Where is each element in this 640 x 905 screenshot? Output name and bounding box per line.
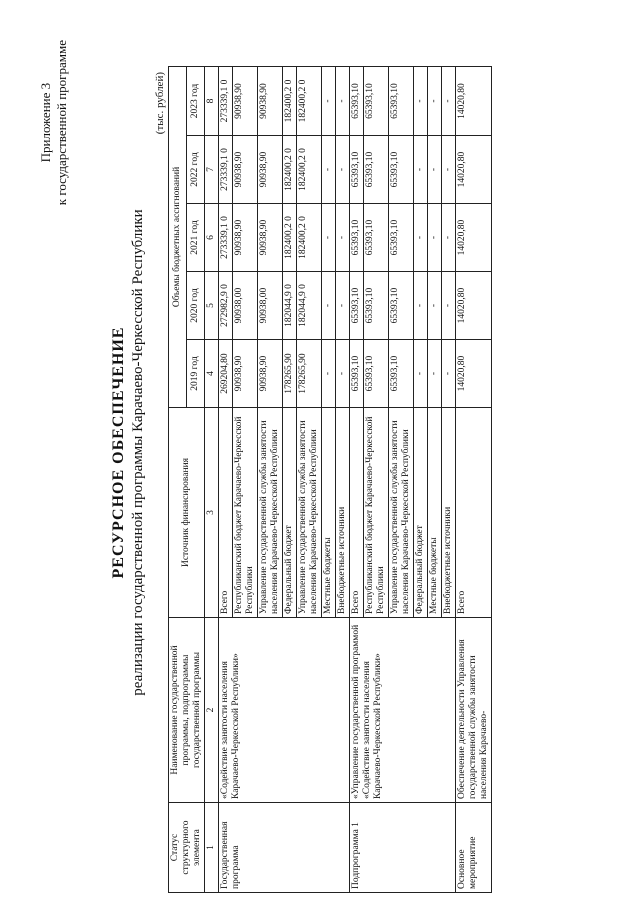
header-source: Источник финансирования	[169, 408, 205, 618]
row-value-cell: 14020,80	[456, 340, 492, 408]
row-value-cell: -	[428, 204, 442, 272]
row-value-cell: 90938,90	[233, 67, 258, 136]
row-value-cell: 65393,10	[364, 204, 389, 272]
column-index: 7	[205, 136, 219, 204]
row-funding-source: Федеральный бюджет	[283, 408, 297, 618]
row-value-cell: -	[428, 272, 442, 340]
row-value-cell: -	[428, 136, 442, 204]
row-funding-source: Внебюджетные источники	[442, 408, 456, 618]
appendix-line-2: к государственной программе	[54, 40, 69, 206]
appendix-note	[38, 40, 70, 205]
row-value-cell: -	[336, 136, 350, 204]
row-value-cell: 182400,2 0	[297, 136, 322, 204]
row-value-cell: -	[414, 272, 428, 340]
row-value-cell: 90938,00	[258, 272, 283, 340]
row-value-cell: 65393,10	[350, 67, 364, 136]
row-funding-source: Всего	[456, 408, 492, 618]
row-value-cell: -	[414, 136, 428, 204]
row-value-cell: 273339,1 0	[219, 136, 233, 204]
row-value-cell: 14020,80	[456, 67, 492, 136]
row-value-cell: 65393,10	[389, 136, 414, 204]
row-funding-source: Республиканский бюджет Карачаево-Черкесской Республики	[364, 408, 389, 618]
row-status: Основное мероприятие	[456, 803, 492, 893]
row-value-cell: -	[322, 136, 336, 204]
table-row	[350, 67, 364, 893]
row-funding-source: Местные бюджеты	[322, 408, 336, 618]
document-subtitle: реализации государственной программы Карачаево-Черкесской Республики	[130, 209, 146, 696]
row-value-cell: 65393,10	[364, 67, 389, 136]
row-value-cell: 65393,10	[364, 272, 389, 340]
row-program-name: «Содействие занятости населения Карачаево-Черкесской Республики»	[219, 618, 350, 803]
row-value-cell: 90938,90	[233, 204, 258, 272]
row-value-cell: 269204,80	[219, 340, 233, 408]
row-value-cell: 90938,90	[258, 136, 283, 204]
row-status: Подпрограмма 1	[350, 803, 456, 893]
row-funding-source: Республиканский бюджет Карачаево-Черкесской Республики	[233, 408, 258, 618]
row-value-cell: 65393,10	[350, 340, 364, 408]
row-funding-source: Внебюджетные источники	[336, 408, 350, 618]
row-funding-source: Федеральный бюджет	[414, 408, 428, 618]
table-row	[219, 67, 233, 893]
row-funding-source: Управление государственной службы занятости населения Карачаево-Черкесской Республики	[258, 408, 283, 618]
units-note: (тыс. рублей)	[154, 72, 166, 135]
row-value-cell: -	[322, 204, 336, 272]
column-index: 4	[205, 340, 219, 408]
header-year: 2019 год	[187, 340, 205, 408]
table-row	[456, 67, 492, 893]
row-value-cell: -	[322, 272, 336, 340]
row-value-cell: -	[414, 204, 428, 272]
row-value-cell: -	[442, 204, 456, 272]
row-value-cell: 14020,80	[456, 272, 492, 340]
row-value-cell: 273339,1 0	[219, 204, 233, 272]
row-value-cell: 65393,10	[350, 272, 364, 340]
header-status: Статус структурного элемента	[169, 803, 205, 893]
row-value-cell: 272982,9 0	[219, 272, 233, 340]
row-value-cell: 273339,1 0	[219, 67, 233, 136]
header-name: Наименование государственной программы, подпрограммы государственной программы	[169, 618, 205, 803]
row-value-cell: -	[322, 340, 336, 408]
row-value-cell: -	[442, 136, 456, 204]
row-value-cell: 90938,90	[258, 340, 283, 408]
row-value-cell: -	[442, 272, 456, 340]
header-year: 2022 год	[187, 136, 205, 204]
row-value-cell: 14020,80	[456, 204, 492, 272]
row-value-cell: 178265,90	[297, 340, 322, 408]
document-title: РЕСУРСНОЕ ОБЕСПЕЧЕНИЕ	[110, 326, 127, 579]
table-body	[219, 67, 492, 893]
row-value-cell: 182044,9 0	[283, 272, 297, 340]
row-value-cell: -	[442, 67, 456, 136]
header-volumes: Объемы бюджетных ассигнований	[169, 67, 187, 408]
column-index: 6	[205, 204, 219, 272]
header-year: 2021 год	[187, 204, 205, 272]
column-index: 8	[205, 67, 219, 136]
row-value-cell: -	[336, 340, 350, 408]
row-value-cell: -	[428, 340, 442, 408]
row-value-cell: -	[442, 340, 456, 408]
row-value-cell: 14020,80	[456, 136, 492, 204]
row-status: Государственная программа	[219, 803, 350, 893]
row-value-cell: 65393,10	[364, 136, 389, 204]
row-value-cell: 65393,10	[364, 340, 389, 408]
row-value-cell: 182400,2 0	[283, 204, 297, 272]
row-value-cell: 182400,2 0	[297, 67, 322, 136]
table-header	[169, 67, 219, 893]
row-value-cell: -	[414, 340, 428, 408]
row-value-cell: 90938,90	[258, 204, 283, 272]
row-value-cell: 178265,90	[283, 340, 297, 408]
row-value-cell: 65393,10	[389, 340, 414, 408]
row-value-cell: 90938,90	[233, 340, 258, 408]
column-index-row	[205, 67, 219, 893]
row-value-cell: -	[336, 272, 350, 340]
row-value-cell: 90938,00	[233, 272, 258, 340]
row-value-cell: 90938,90	[233, 136, 258, 204]
column-index: 5	[205, 272, 219, 340]
column-index: 1	[205, 803, 219, 893]
row-value-cell: -	[322, 67, 336, 136]
header-year: 2020 год	[187, 272, 205, 340]
row-value-cell: 65393,10	[389, 204, 414, 272]
row-funding-source: Управление государственной службы занятости населения Карачаево-Черкесской Республики	[389, 408, 414, 618]
row-value-cell: 182044,9 0	[297, 272, 322, 340]
row-program-name: «Управление государственной программой «Содействие занятости населения Карачаево-Черкесской Республики»	[350, 618, 456, 803]
header-year: 2023 год	[187, 67, 205, 136]
row-value-cell: -	[336, 67, 350, 136]
row-value-cell: 182400,2 0	[283, 67, 297, 136]
row-value-cell: 65393,10	[350, 136, 364, 204]
resource-table	[168, 66, 492, 893]
row-program-name: Обеспечение деятельности Управления государственной службы занятости населения Карачаево-	[456, 618, 492, 803]
appendix-line-1: Приложение 3	[38, 82, 53, 163]
row-value-cell: -	[428, 67, 442, 136]
row-value-cell: 65393,10	[389, 67, 414, 136]
row-value-cell: 65393,10	[389, 272, 414, 340]
row-funding-source: Всего	[350, 408, 364, 618]
row-funding-source: Управление государственной службы занятости населения Карачаево-Черкесской Республики	[297, 408, 322, 618]
row-value-cell: 90938,90	[258, 67, 283, 136]
row-value-cell: 65393,10	[350, 204, 364, 272]
row-value-cell: -	[336, 204, 350, 272]
row-value-cell: 182400,2 0	[297, 204, 322, 272]
row-funding-source: Местные бюджеты	[428, 408, 442, 618]
column-index: 3	[205, 408, 219, 618]
row-value-cell: 182400,2 0	[283, 136, 297, 204]
column-index: 2	[205, 618, 219, 803]
row-funding-source: Всего	[219, 408, 233, 618]
row-value-cell: -	[414, 67, 428, 136]
